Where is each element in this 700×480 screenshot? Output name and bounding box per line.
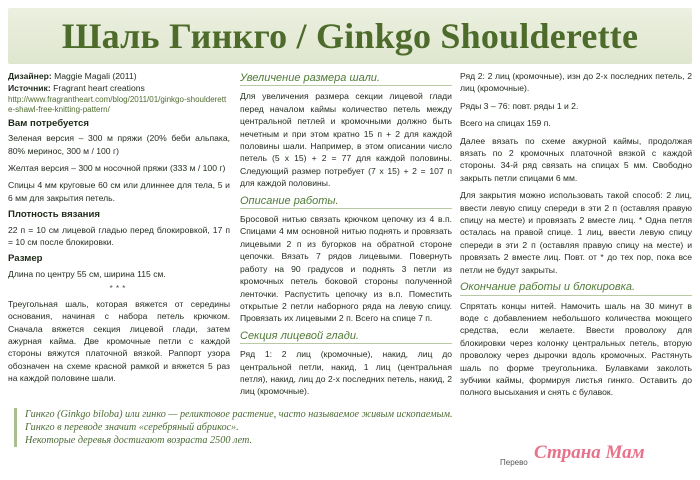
ginkgo-note	[14, 408, 463, 447]
note-line-1: Гинкго (Ginkgo biloba) или гинко — реликтовое растение, часто называемое живым ископаемым. Гинкго в переводе значит «серебряный абрикос».	[25, 409, 453, 433]
gauge-text: 22 п = 10 см лицевой гладью перед блокировкой, 17 п = 10 см после блокировки.	[8, 224, 230, 248]
source-label: Источник:	[8, 83, 51, 94]
page-title: Шаль Гинкго / Ginkgo Shoulderette	[61, 16, 639, 56]
size-text: Длина по центру 55 см, ширина 115 см.	[8, 268, 166, 279]
row1-text: Ряд 1: 2 лиц (кромочные), накид, лиц до центральной петли, накид, 1 лиц (центральная петля), накид, лиц до 2-х последних петель, накид, 2 лиц (кромочные).	[240, 349, 452, 397]
work-text: Бросовой нитью связать крючком цепочку из 4 в.п. Спицами 4 мм основной нитью поднять и провязать лицевыми 2 п из бугорков на обратной стороне цепочки. Вязать 7 рядов лицевыми. Повернуть работу на 90 градусов и поднять 3 петли из кромочных петель боковой стороны полученной ленточки. Распустить цепочку из в.п. Поместить открытые 2 петли наборного ряда на левую спицу. Провязать их лицевыми 2 п. Всего на спице 7 п.	[240, 214, 452, 324]
separator-stars: ***	[109, 283, 129, 294]
need-heading: Вам потребуется	[8, 117, 89, 129]
enlarge-heading: Увеличение размера шали.	[240, 72, 452, 86]
yarn-yellow-text: Желтая версия – 300 м носочной пряжи (333 м / 100 г)	[8, 163, 226, 174]
source-url-link[interactable]: http://www.fragrantheart.com/blog/2011/01/ginkgo-shoulderette-shawl-free-knitting-pattern/	[8, 94, 227, 115]
description-text: Треугольная шаль, которая вяжется от середины основания, начиная с набора петель крючком. Сначала вяжется секция лицевой глади, затем ажурная кайма. Две кромочные петли с каждой стороны вяжутся платочной вязкой. Раппорт узора обозначен на схеме красной рамкой и вяжется 5 раз на каждой половине шали.	[8, 298, 230, 384]
site-watermark: Страна Мам	[534, 442, 645, 463]
designer-value: Maggie Magali (2011)	[54, 71, 137, 81]
yarn-green-text: Зеленая версия – 300 м пряжи (20% беби альпака, 80% меринос, 300 м / 100 г)	[8, 133, 230, 156]
enlarge-text: Для увеличения размера секции лицевой глади перед началом каймы количество петель между центральной петлей и кромочными должно быть нечетным и при этом кратно 15 п + 2 для каждой половины шали. Например, в этом описании число петель (5 х 15) + 2 = 77 для каждой половины. Следующий размер потребует (7 х 15) + 2 = 107 п для каждой половины.	[240, 91, 452, 189]
row2-text: Ряд 2: 2 лиц (кромочные), изн до 2-х последних петель, 2 лиц (кромочные).	[460, 71, 692, 94]
designer-label: Дизайнер:	[8, 71, 52, 81]
column-right	[460, 70, 692, 404]
bindoff-text: Для закрытия можно использовать такой способ: 2 лиц, ввести левую спицу спереди в эти 2 п (оставляя правую спицу на месте) и провязать 2 вместе лиц. * Одна петля осталась на правой спице. 1 лиц, ввести левую спицу спереди в эти 2 п (оставляя правую спицу на месте) и провязать 2 вместе лиц. Повт. от * до тех пор, пока все петли не будут закрыты.	[460, 190, 692, 275]
source-value: Fragrant heart creations	[53, 83, 145, 94]
finish-heading: Окончание работы и блокировка.	[460, 281, 692, 295]
stockinette-heading: Секция лицевой глади.	[240, 330, 452, 344]
needles-text: Спицы 4 мм круговые 60 см или длиннее для тела, 5 и 6 мм для закрытия петель.	[8, 180, 230, 203]
title-banner	[8, 8, 692, 64]
designer-line	[8, 70, 230, 82]
column-middle	[240, 70, 452, 403]
work-heading: Описание работы.	[240, 195, 452, 209]
source-line	[8, 82, 230, 94]
total-stitches-text: Всего на спицах 159 п.	[460, 118, 551, 129]
column-left	[8, 70, 230, 390]
rows3-76-text: Ряды 3 – 76: повт. ряды 1 и 2.	[460, 100, 579, 111]
gauge-heading: Плотность вязания	[8, 209, 100, 221]
finish-text: Спрятать концы нитей. Намочить шаль на 30 минут в воде с добавлением небольшого количества моющего средства, если желаете. Ввести проволоку для блокировки через колонку центральных петель, вторую проволоку через дырочки вдоль кромочных. Растянуть шаль по форме треугольника. Булавками заколоть зубчики каймы, формируя листья гинкго. Оставить до полного высыхания и снять с булавок.	[460, 300, 692, 398]
translator-text: Перево	[500, 458, 528, 467]
note-line-2: Некоторые деревья достигают возраста 2500 лет.	[25, 435, 253, 446]
size-heading: Размер	[8, 253, 43, 265]
border-text: Далее вязать по схеме ажурной каймы, продолжая вязать по 2 кромочных платочной вязкой с каждой стороны. 34-й ряд связать на спицах 5 мм. Свободно закрыть петли спицами 6 мм.	[460, 135, 692, 183]
